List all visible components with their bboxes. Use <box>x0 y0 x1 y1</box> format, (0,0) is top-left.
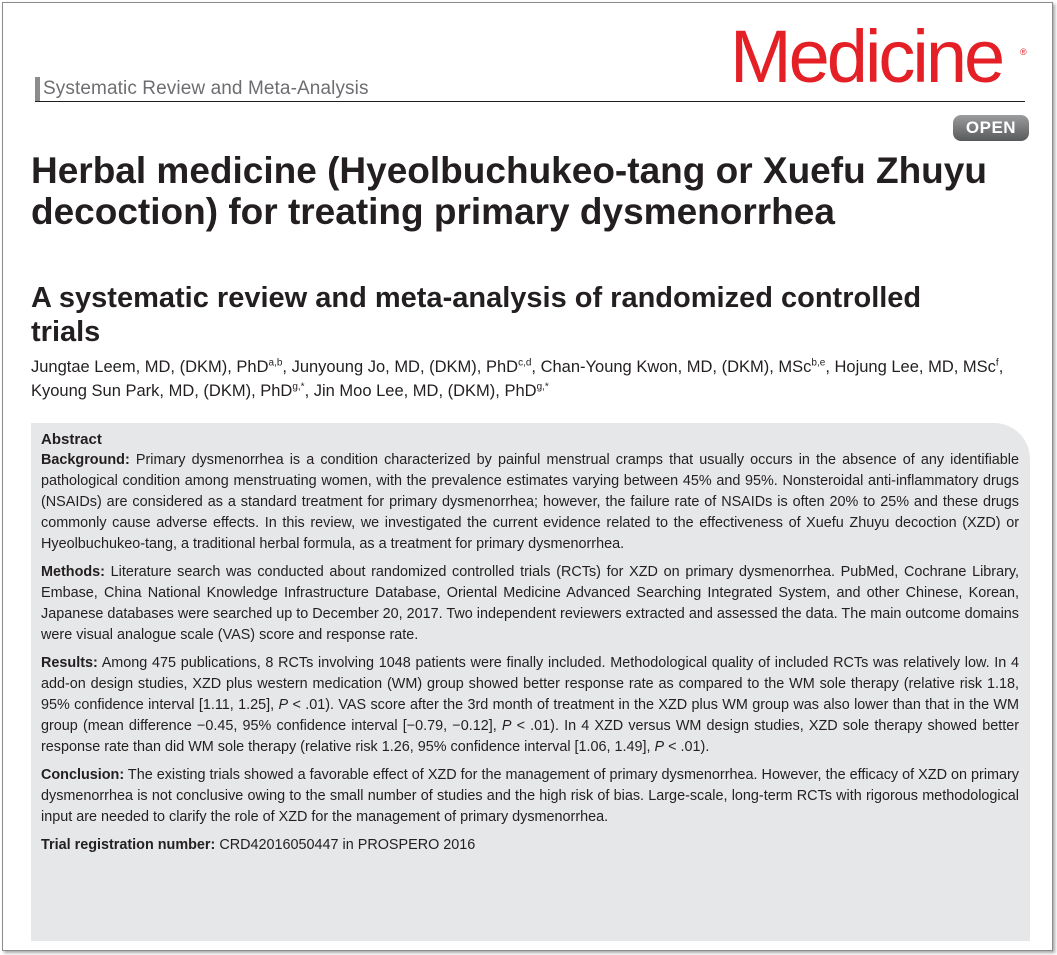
author-name: Junyoung Jo, MD, (DKM), PhD <box>291 358 519 376</box>
methods-label: Methods: <box>41 564 105 580</box>
results-text: Among 475 publications, 8 RCTs involving 1048 patients were finally included. Methodological quality of included RCTs was relatively low. In 4 add-on design studies, XZD plus western medication (WM) group showed better response rate as compared to the WM sole therapy (relative risk 1.18, 95% confidence interval [1.11, 1.25], <box>41 655 1019 713</box>
author-name: Jin Moo Lee, MD, (DKM), PhD <box>313 382 537 400</box>
section-label: Systematic Review and Meta-Analysis <box>43 78 369 99</box>
author-separator: , <box>531 358 541 376</box>
abstract-conclusion <box>41 765 1019 828</box>
abstract-content <box>41 429 1019 863</box>
results-label: Results: <box>41 655 98 671</box>
author-separator: , <box>998 358 1004 376</box>
author-affiliation: f <box>995 357 999 369</box>
open-access-badge: OPEN <box>953 115 1029 141</box>
author-list <box>31 355 1031 403</box>
journal-logo <box>730 17 1030 97</box>
author-separator: , <box>304 382 314 400</box>
section-accent-bar <box>35 77 40 101</box>
abstract-background <box>41 450 1019 555</box>
author-name: Jungtae Leem, MD, (DKM), PhD <box>31 358 269 376</box>
author-name: Chan-Young Kwon, MD, (DKM), MSc <box>540 358 812 376</box>
author-affiliation: b,e <box>811 357 826 369</box>
p-value-symbol: P <box>654 739 665 755</box>
abstract-heading: Abstract <box>41 431 102 448</box>
author-affiliation: g,* <box>292 381 305 393</box>
conclusion-text: The existing trials showed a favorable effect of XZD for the management of primary dysmenorrhea. However, the efficacy of XZD on primary dysmenorrhea is not conclusive owing to the small number of studies and the high risk of bias. Large-scale, long-term RCTs with rigorous methodological input are needed to clarify the role of XZD for the management of primary dysmenorrhea. <box>41 767 1019 825</box>
author-name: Kyoung Sun Park, MD, (DKM), PhD <box>31 382 293 400</box>
results-text: < .01). In 4 XZD versus WM design studies, XZD sole therapy showed better response rate than did WM sole therapy (relative risk 1.26, 95% confidence interval [1.06, 1.49], <box>41 718 1019 755</box>
abstract-box <box>31 423 1030 941</box>
abstract-trial-registration <box>41 835 1019 856</box>
abstract-results <box>41 653 1019 758</box>
author-separator: , <box>825 358 835 376</box>
abstract-methods <box>41 562 1019 646</box>
author-affiliation: g,* <box>536 381 549 393</box>
p-value-symbol: P <box>278 697 289 713</box>
background-label: Background: <box>41 452 130 468</box>
results-text: < .01). VAS score after the 3rd month of treatment in the XZD plus WM group was also lower than that in the WM group (mean difference −0.45, 95% confidence interval [−0.79, −0.12], <box>41 697 1020 734</box>
author-affiliation: a,b <box>268 357 283 369</box>
conclusion-label: Conclusion: <box>41 767 125 783</box>
author-affiliation: c,d <box>518 357 532 369</box>
trial-registration-text: CRD42016050447 in PROSPERO 2016 <box>215 837 476 853</box>
article-subtitle: A systematic review and meta-analysis of randomized controlled trials <box>31 282 922 348</box>
article-page <box>2 2 1053 951</box>
journal-logo-text: Medicine <box>730 15 1003 98</box>
trial-registration-label: Trial registration number: <box>41 837 216 853</box>
methods-text: Literature search was conducted about randomized controlled trials (RCTs) for XZD on primary dysmenorrhea. PubMed, Cochrane Library, Embase, China National Knowledge Infrastructure Database, Oriental Medicine Advanced Searching Integrated System, and other Chinese, Korean, Japanese databases were searched up to December 20, 2017. Two independent reviewers extracted and assessed the data. The main outcome domains were visual analogue scale (VAS) score and response rate. <box>41 564 1019 643</box>
article-title: Herbal medicine (Hyeolbuchukeo-tang or Xuefu Zhuyu decoction) for treating primary dysmenorrhea <box>31 150 987 232</box>
author-name: Hojung Lee, MD, MSc <box>834 358 996 376</box>
author-separator: , <box>282 358 292 376</box>
background-text: Primary dysmenorrhea is a condition characterized by painful menstrual cramps that usually occurs in the absence of any identifiable pathological condition among menstruating women, with the prevalence estimates varying between 45% and 95%. Nonsteroidal anti-inflammatory drugs (NSAIDs) are considered as a standard treatment for primary dysmenorrhea; however, the failure rate of NSAIDs is often 20% to 25% and these drugs commonly cause adverse effects. In this review, we investigated the current evidence related to the effectiveness of Xuefu Zhuyu decoction (XZD) or Hyeolbuchukeo-tang, a traditional herbal formula, as a treatment for primary dysmenorrhea. <box>41 452 1019 552</box>
results-text: < .01). <box>664 739 710 755</box>
p-value-symbol: P <box>501 718 512 734</box>
registered-mark: ® <box>1020 47 1027 57</box>
